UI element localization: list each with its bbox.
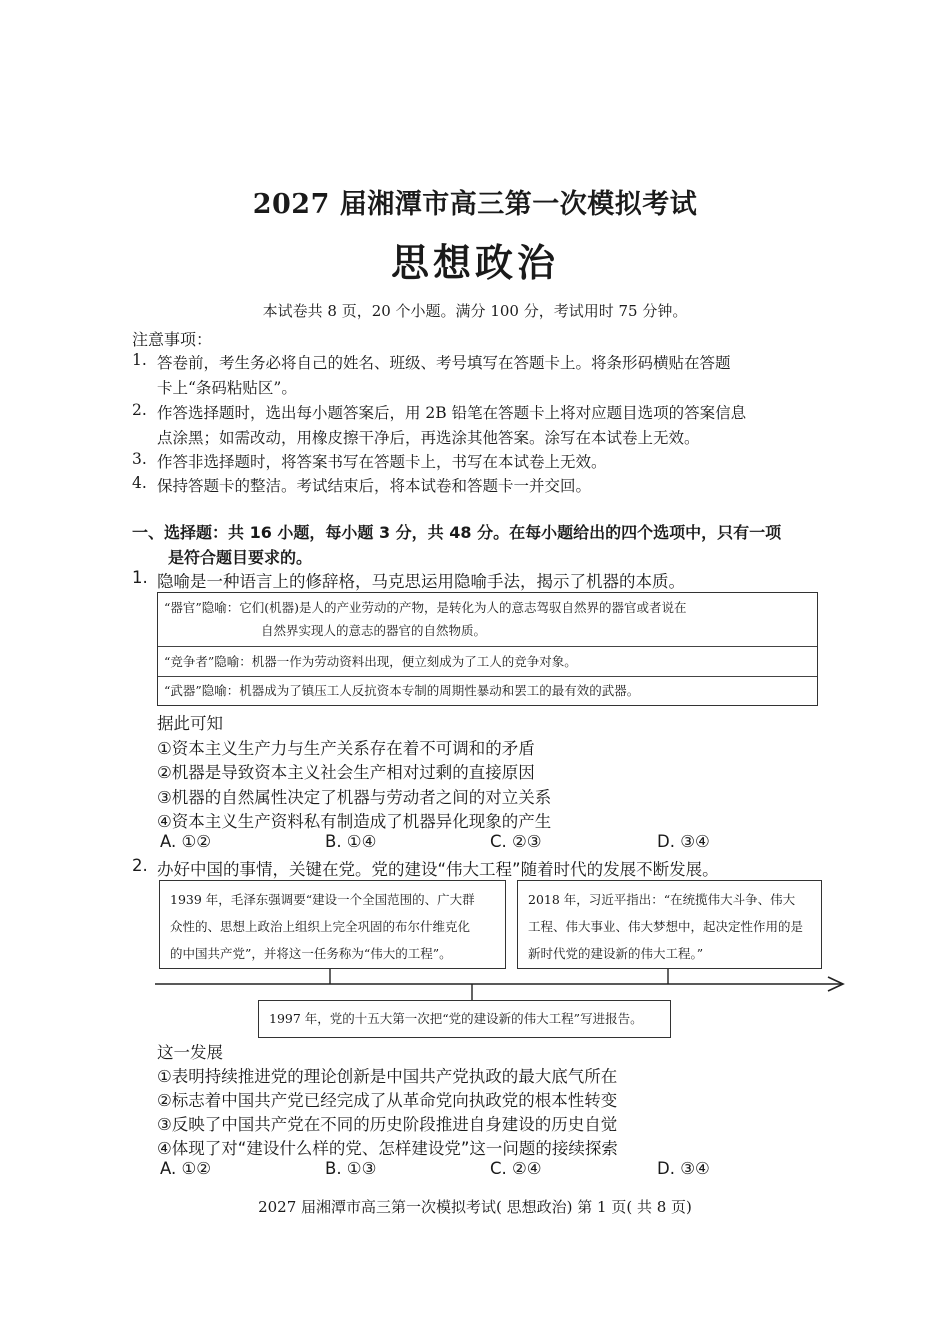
metaphor-label: “武器”隐喻：	[164, 683, 240, 698]
notice-item-num: 3.	[132, 450, 147, 468]
notice-item-num: 4.	[132, 474, 147, 492]
table-divider	[158, 676, 817, 677]
option-b[interactable]: B. ①④	[325, 832, 377, 851]
page-footer: 2027 届湘潭市高三第一次模拟考试( 思想政治) 第 1 页( 共 8 页)	[258, 1198, 692, 1216]
metaphor-label: “器官”隐喻：	[164, 600, 240, 615]
table-divider	[158, 646, 817, 647]
box-line: 1939 年，毛泽东强调要“建设一个全国范围的、广大群	[170, 892, 475, 907]
box-line: 工程、伟大事业、伟大梦想中，起决定性作用的是	[528, 919, 804, 934]
statement: ①表明持续推进党的理论创新是中国共产党执政的最大底气所在	[157, 1067, 618, 1086]
table-row	[158, 598, 817, 616]
option-c[interactable]: C. ②④	[490, 1159, 542, 1178]
option-b[interactable]: B. ①③	[325, 1159, 377, 1178]
timeline-box-2018	[517, 880, 822, 969]
table-row	[158, 681, 817, 699]
notice-item-line: 作答选择题时，选出每小题答案后，用 2B 铅笔在答题卡上将对应题目选项的答案信息	[157, 404, 747, 422]
notice-item-line: 作答非选择题时，将答案书写在答题卡上，书写在本试卷上无效。	[157, 453, 607, 471]
section-heading-cont: 是符合题目要求的。	[168, 548, 313, 567]
box-line: 的中国共产党”，并将这一任务称为“伟大的工程”。	[170, 946, 452, 961]
box-line: 1997 年，党的十五大第一次把“党的建设新的伟大工程”写进报告。	[269, 1011, 643, 1026]
option-d[interactable]: D. ③④	[657, 1159, 710, 1178]
metaphor-table	[157, 592, 818, 706]
notice-item-line: 保持答题卡的整洁。考试结束后，将本试卷和答题卡一并交回。	[157, 477, 592, 495]
metaphor-text: 机器一作为劳动资料出现，便立刻成为了工人的竞争对象。	[251, 654, 577, 669]
metaphor-label: “竞争者”隐喻：	[164, 654, 252, 669]
option-a[interactable]: A. ①②	[160, 832, 212, 851]
statement: ③机器的自然属性决定了机器与劳动者之间的对立关系	[157, 788, 552, 807]
exam-title: 2027 届湘潭市高三第一次模拟考试	[252, 189, 698, 220]
table-row	[158, 652, 817, 670]
metaphor-text: 机器成为了镇压工人反抗资本专制的周期性暴动和罢工的最有效的武器。	[239, 683, 640, 698]
notice-item-num: 1.	[132, 351, 147, 369]
question-lead: 这一发展	[157, 1043, 223, 1062]
metaphor-text: 自然界实现人的意志的器官的自然物质。	[261, 623, 487, 638]
statement: ③反映了中国共产党在不同的历史阶段推进自身建设的历史自觉	[157, 1115, 618, 1134]
box-line: 新时代党的建设新的伟大工程。”	[528, 946, 704, 961]
question-stem: 隐喻是一种语言上的修辞格，马克思运用隐喻手法，揭示了机器的本质。	[157, 572, 685, 591]
metaphor-text: 它们(机器)是人的产业劳动的产物，是转化为人的意志驾驭自然界的器官或者说在	[239, 600, 687, 615]
statement: ④资本主义生产资料私有制造成了机器异化现象的产生	[157, 812, 552, 831]
question-stem: 办好中国的事情，关键在党。党的建设“伟大工程”随着时代的发展不断发展。	[157, 860, 719, 879]
notice-item-line: 点涂黑；如需改动，用橡皮擦干净后，再选涂其他答案。涂写在本试卷上无效。	[157, 429, 700, 447]
box-line: 众性的、思想上政治上组织上完全巩固的布尔什维克化	[170, 919, 471, 934]
notice-item-line: 答卷前，考生务必将自己的姓名、班级、考号填写在答题卡上。将条形码横贴在答题	[157, 354, 731, 372]
question-number: 1.	[132, 568, 148, 587]
timeline-box-1939	[159, 880, 506, 969]
section-heading: 一、选择题：共 16 小题，每小题 3 分，共 48 分。在每小题给出的四个选项中，只有一项	[132, 523, 782, 542]
option-a[interactable]: A. ①②	[160, 1159, 212, 1178]
question-lead: 据此可知	[157, 714, 223, 733]
exam-info: 本试卷共 8 页，20 个小题。满分 100 分，考试用时 75 分钟。	[262, 302, 688, 320]
statement: ②标志着中国共产党已经完成了从革命党向执政党的根本性转变	[157, 1091, 618, 1110]
option-c[interactable]: C. ②③	[490, 832, 542, 851]
option-d[interactable]: D. ③④	[657, 832, 710, 851]
box-line: 2018 年，习近平指出：“在统揽伟大斗争、伟大	[528, 892, 796, 907]
subject-title: 思想政治	[390, 240, 559, 285]
table-row-cont	[158, 621, 817, 639]
notice-heading: 注意事项：	[132, 330, 213, 349]
notice-item-line: 卡上“条码粘贴区”。	[157, 379, 297, 397]
timeline-box-1997	[258, 1000, 671, 1038]
statement: ②机器是导致资本主义社会生产相对过剩的直接原因	[157, 763, 535, 782]
question-number: 2.	[132, 856, 148, 875]
statement: ④体现了对“建设什么样的党、怎样建设党”这一问题的接续探索	[157, 1139, 618, 1158]
statement: ①资本主义生产力与生产关系存在着不可调和的矛盾	[157, 739, 535, 758]
notice-item-num: 2.	[132, 401, 147, 419]
